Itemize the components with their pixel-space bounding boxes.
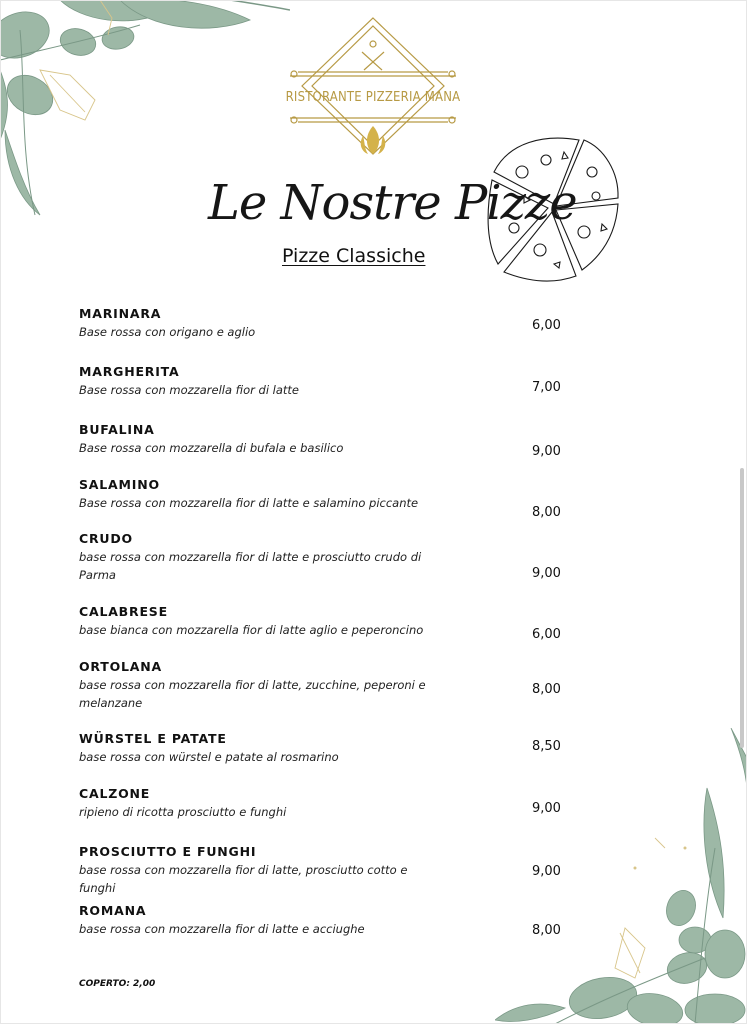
page-title: Le Nostre Pizze <box>208 175 577 231</box>
menu-item-description: Base rossa con mozzarella di bufala e basilico <box>79 441 344 455</box>
menu-item-price: 8,00 <box>532 682 561 697</box>
menu-item-description: base rossa con würstel e patate al rosmarino <box>79 750 339 764</box>
menu-item <box>79 658 519 712</box>
menu-item <box>79 476 519 512</box>
scrollbar[interactable] <box>740 468 744 748</box>
menu-item-price: 9,00 <box>532 566 561 581</box>
menu-item-name: MARGHERITA <box>79 364 180 379</box>
menu-item-name: MARINARA <box>79 306 162 321</box>
menu-item <box>79 305 519 341</box>
section-subtitle: Pizze Classiche <box>282 245 426 267</box>
restaurant-name: RISTORANTE PIZZERIA MANA <box>285 90 461 105</box>
menu-item-price: 9,00 <box>532 444 561 459</box>
menu-item-name: CALABRESE <box>79 604 168 619</box>
menu-item-name: CALZONE <box>79 786 151 801</box>
menu-item <box>79 902 519 938</box>
menu-item-price: 8,00 <box>532 505 561 520</box>
menu-item-price: 6,00 <box>532 318 561 333</box>
menu-item <box>79 843 519 897</box>
menu-item-name: CRUDO <box>79 531 133 546</box>
menu-item-name: PROSCIUTTO E FUNGHI <box>79 844 257 859</box>
menu-item-description: Base rossa con mozzarella fior di latte e salamino piccante <box>79 496 419 510</box>
menu-item-description: Base rossa con origano e aglio <box>79 325 256 339</box>
menu-item-name: WÜRSTEL E PATATE <box>79 731 227 746</box>
menu-item <box>79 363 519 399</box>
menu-item-price: 9,00 <box>532 801 561 816</box>
menu-item-name: ROMANA <box>79 903 147 918</box>
menu-item <box>79 603 519 639</box>
menu-item <box>79 730 519 766</box>
menu-item-name: BUFALINA <box>79 422 155 437</box>
menu-item <box>79 421 519 457</box>
menu-item-price: 6,00 <box>532 627 561 642</box>
menu-item-description: base rossa con mozzarella fior di latte e acciughe <box>79 922 365 936</box>
menu-item <box>79 530 519 584</box>
menu-item-price: 9,00 <box>532 864 561 879</box>
leaves-decoration-icon <box>495 728 747 1024</box>
menu-item-description: base bianca con mozzarella fior di latte aglio e peperoncino <box>79 623 424 637</box>
menu-item-name: ORTOLANA <box>79 659 163 674</box>
menu-item-price: 7,00 <box>532 380 561 395</box>
menu-item <box>79 785 519 821</box>
menu-item-description: base rossa con mozzarella fior di latte, prosciutto cotto e funghi <box>79 863 408 895</box>
menu-item-price: 8,00 <box>532 923 561 938</box>
menu-item-description: base rossa con mozzarella fior di latte, zucchine, peperoni e melanzane <box>79 678 426 710</box>
cover-charge: COPERTO: 2,00 <box>79 979 156 989</box>
menu-item-name: SALAMINO <box>79 477 160 492</box>
menu-item-description: Base rossa con mozzarella fior di latte <box>79 383 299 397</box>
menu-item-description: base rossa con mozzarella fior di latte e prosciutto crudo di Parma <box>79 550 422 582</box>
menu-item-price: 8,50 <box>532 739 561 754</box>
menu-item-description: ripieno di ricotta prosciutto e funghi <box>79 805 287 819</box>
